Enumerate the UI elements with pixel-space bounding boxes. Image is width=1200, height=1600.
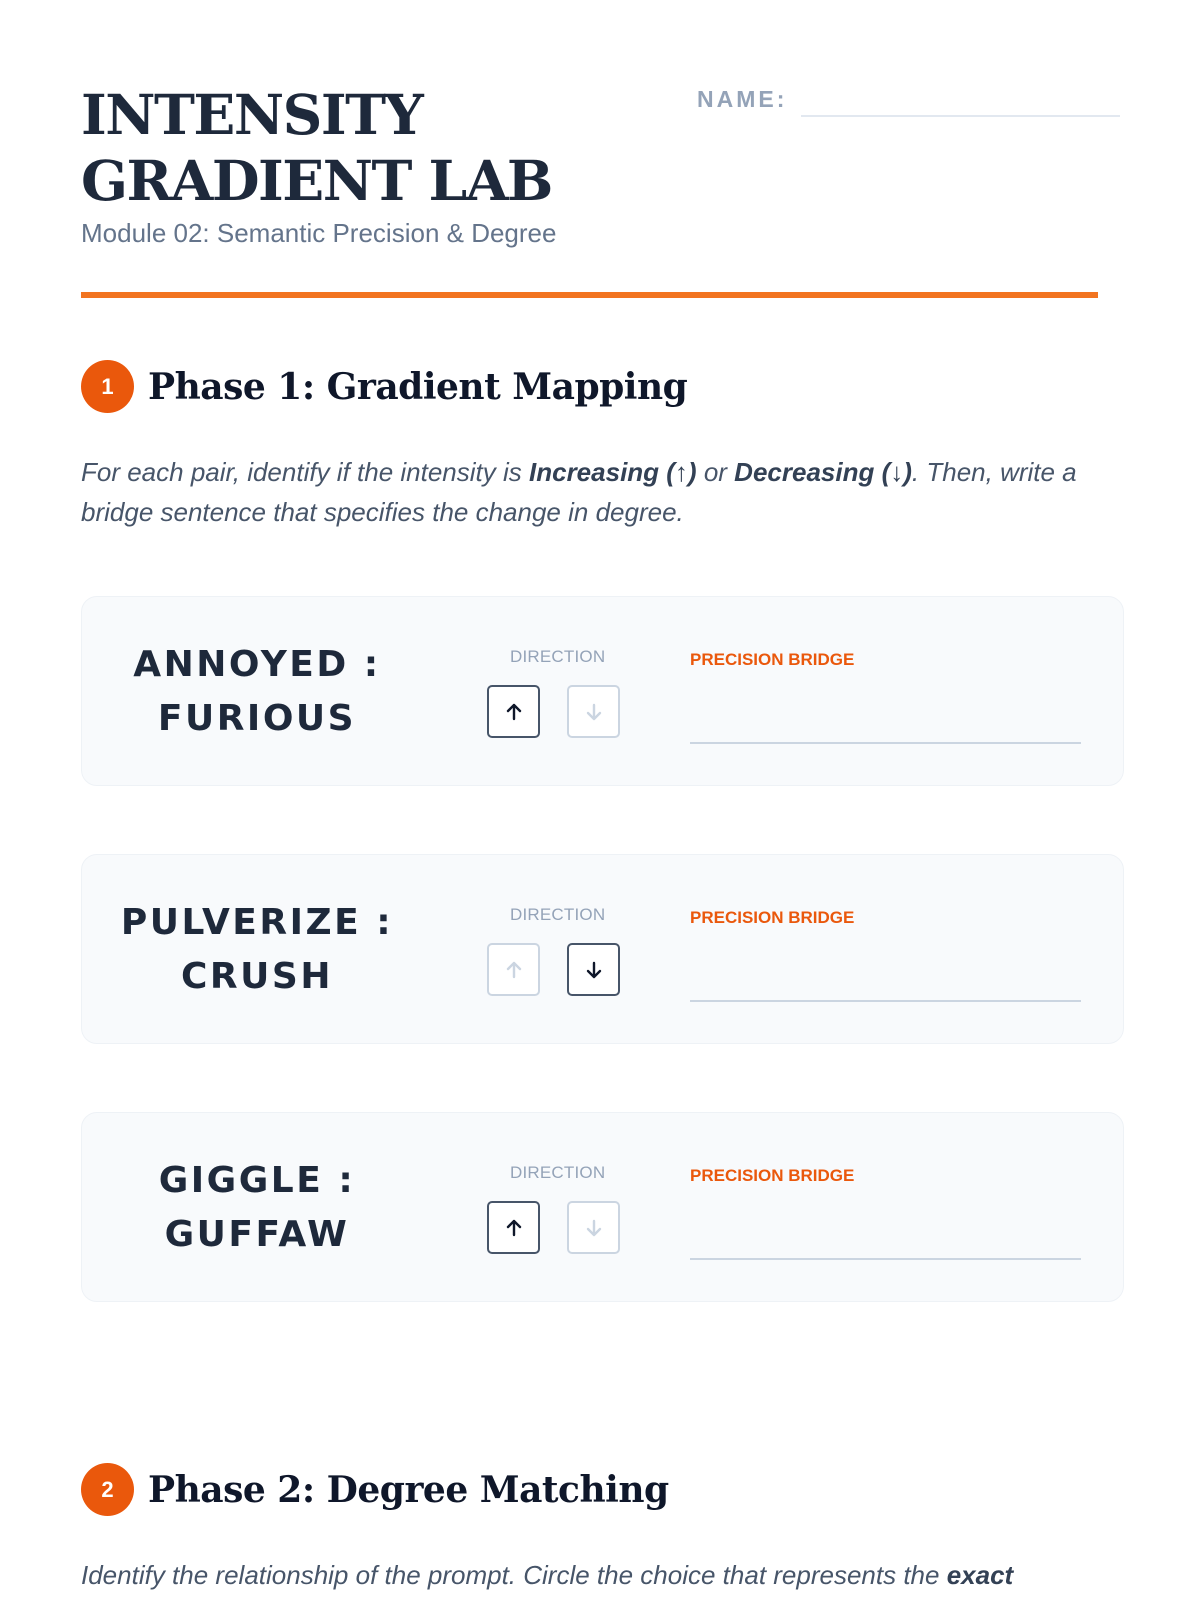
word-pair-first: PULVERIZE : xyxy=(120,902,394,943)
arrow-up-icon xyxy=(502,700,526,724)
precision-bridge-input[interactable] xyxy=(690,1000,1081,1002)
page-subtitle: Module 02: Semantic Precision & Degree xyxy=(81,218,557,248)
increase-button[interactable] xyxy=(487,685,540,738)
phase-1-header xyxy=(81,360,687,413)
precision-bridge-input[interactable] xyxy=(690,1258,1081,1260)
increase-button[interactable] xyxy=(487,943,540,996)
word-pair xyxy=(102,597,412,787)
name-label: NAME: xyxy=(697,86,788,112)
word-pair-first: GIGGLE : xyxy=(158,1160,356,1201)
arrow-up-icon xyxy=(502,958,526,982)
phase-2-instructions xyxy=(81,1555,1101,1595)
direction-label: DIRECTION xyxy=(510,905,606,924)
arrow-up-icon xyxy=(502,1216,526,1240)
phase-1-instructions xyxy=(81,452,1101,532)
phase-2-badge: 2 xyxy=(81,1463,134,1516)
direction-label: DIRECTION xyxy=(510,647,606,666)
decrease-button[interactable] xyxy=(567,685,620,738)
arrow-down-icon xyxy=(582,700,606,724)
word-pair xyxy=(102,855,412,1045)
word-pair-second: FURIOUS xyxy=(157,698,357,739)
word-pair-second: CRUSH xyxy=(181,956,333,997)
page-title: INTENSITY GRADIENT LAB xyxy=(81,82,552,213)
name-field-row xyxy=(697,86,1120,113)
increase-button[interactable] xyxy=(487,1201,540,1254)
pair-card-2 xyxy=(81,854,1124,1044)
instructions-text: Identify the relationship of the prompt. Circle the choice that represents the xyxy=(81,1560,947,1590)
word-pair xyxy=(102,1113,412,1303)
name-input-line[interactable] xyxy=(801,115,1120,117)
arrow-down-icon xyxy=(582,1216,606,1240)
instructions-text: or xyxy=(696,457,735,487)
direction-label: DIRECTION xyxy=(510,1163,606,1182)
phase-2-title: Phase 2: Degree Matching xyxy=(148,1468,669,1511)
precision-bridge-label: PRECISION BRIDGE xyxy=(690,908,855,927)
precision-bridge-label: PRECISION BRIDGE xyxy=(690,650,855,669)
word-pair-first: ANNOYED : xyxy=(133,644,381,685)
instructions-emphasis: exact xyxy=(946,1560,1014,1590)
word-pair-second: GUFFAW xyxy=(164,1214,350,1255)
phase-2-header xyxy=(81,1463,669,1516)
worksheet-header xyxy=(81,0,1098,300)
pair-card-1 xyxy=(81,596,1124,786)
decrease-button[interactable] xyxy=(567,943,620,996)
header-divider xyxy=(81,292,1098,298)
decreasing-term: Decreasing (↓) xyxy=(734,457,912,487)
phase-1-title: Phase 1: Gradient Mapping xyxy=(148,365,688,408)
increasing-term: Increasing (↑) xyxy=(529,457,697,487)
arrow-down-icon xyxy=(582,958,606,982)
instructions-text: . Then, write a bridge sentence that specifies the change in degree. xyxy=(81,457,1077,527)
decrease-button[interactable] xyxy=(567,1201,620,1254)
precision-bridge-label: PRECISION BRIDGE xyxy=(690,1166,855,1185)
phase-1-badge: 1 xyxy=(81,360,134,413)
pair-card-3 xyxy=(81,1112,1124,1302)
precision-bridge-input[interactable] xyxy=(690,742,1081,744)
instructions-text: For each pair, identify if the intensity is xyxy=(81,457,529,487)
